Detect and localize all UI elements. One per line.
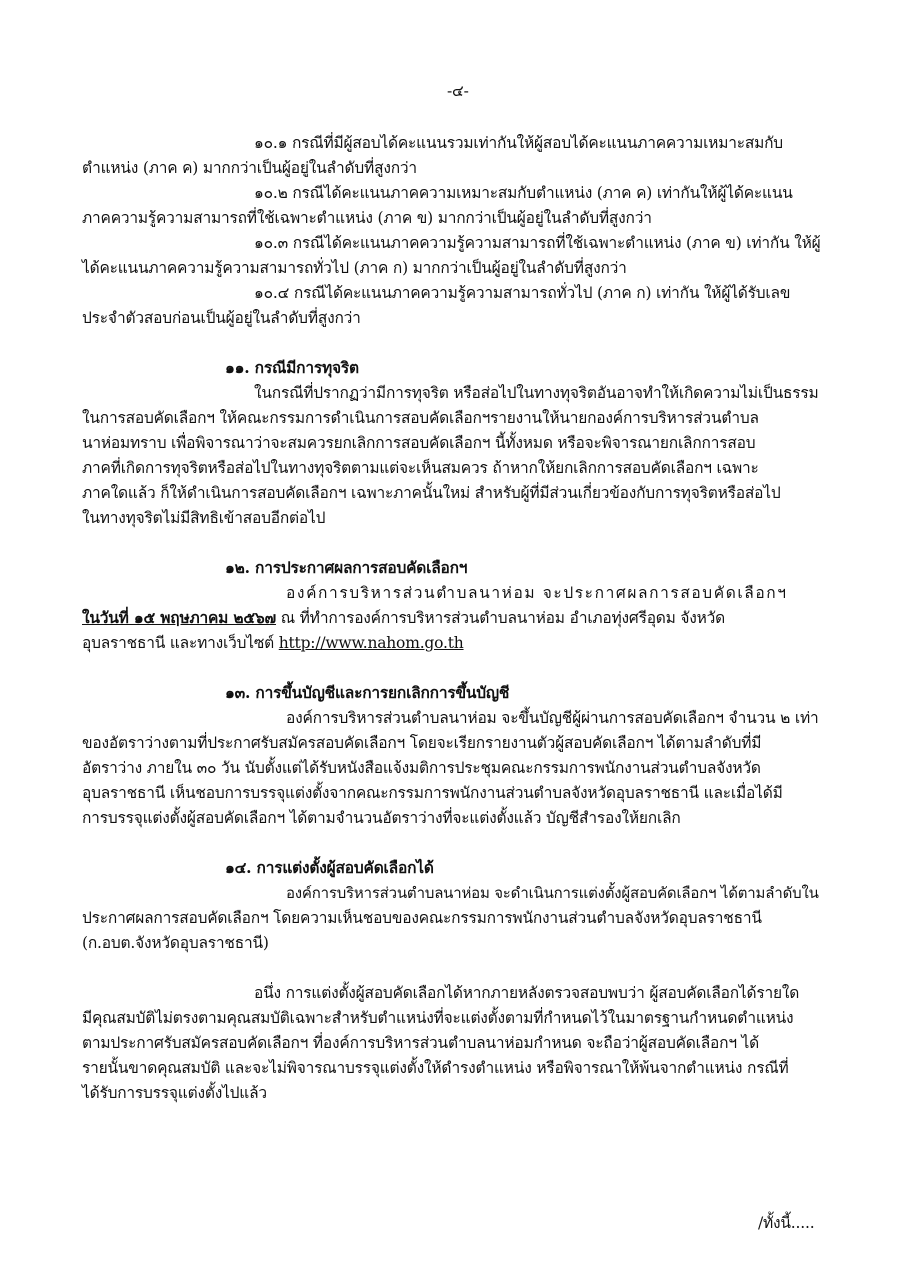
sec12-line-3	[82, 632, 464, 654]
sec11-line-4: ภาคที่เกิดการทุจริตหรือส่อไปในทางทุจริตตามแต่จะเห็นสมควร ถ้าหากให้ยกเลิกการสอบคัดเลือกฯ เฉพาะ	[82, 459, 759, 477]
sec14-p2-line-1: อนึ่ง การแต่งตั้งผู้สอบคัดเลือกได้หากภายหลังตรวจสอบพบว่า ผู้สอบคัดเลือกได้รายใด	[254, 984, 800, 1002]
sec14-line-2: ประกาศผลการสอบคัดเลือกฯ โดยความเห็นชอบของคณะกรรมการพนักงานส่วนตำบลจังหวัดอุบลราชธานี	[82, 909, 762, 927]
sec14-line-3: (ก.อบต.จังหวัดอุบลราชธานี)	[82, 934, 269, 952]
sec14-p2-line-2: มีคุณสมบัติไม่ตรงตามคุณสมบัติเฉพาะสำหรับตำแหน่งที่จะแต่งตั้งตามที่กำหนดไว้ในมาตรฐานกำหนดตำแหน่ง	[82, 1009, 794, 1027]
sec10-line-1: ๑๐.๑ กรณีที่มีผู้สอบได้คะแนนรวมเท่ากันให้ผู้สอบได้คะแนนภาคความเหมาะสมกับ	[254, 134, 783, 152]
sec12-line-1: องค์การบริหารส่วนตำบลนาห่อม จะประกาศผลการสอบคัดเลือกฯ	[286, 584, 788, 602]
sec11-line-2: ในการสอบคัดเลือกฯ ให้คณะกรรมการดำเนินการสอบคัดเลือกฯรายงานให้นายกองค์การบริหารส่วนตำบล	[82, 409, 759, 427]
sec13-line-2: ของอัตราว่างตามที่ประกาศรับสมัครสอบคัดเลือกฯ โดยจะเรียกรายงานตัวผู้สอบคัดเลือกฯ ได้ตามลำดับที่มี	[82, 734, 762, 752]
sec12-line-2	[82, 607, 725, 629]
sec10-line-7: ๑๐.๔ กรณีได้คะแนนภาคความรู้ความสามารถทั่วไป (ภาค ก) เท่ากัน ให้ผู้ได้รับเลข	[254, 284, 791, 302]
sec10-line-8: ประจำตัวสอบก่อนเป็นผู้อยู่ในลำดับที่สูงกว่า	[82, 309, 361, 327]
sec13-line-3: อัตราว่าง ภายใน ๓๐ วัน นับตั้งแต่ได้รับหนังสือแจ้งมติการประชุมคณะกรรมการพนักงานส่วนตำบลจังหวัด	[82, 759, 761, 777]
sec11-line-5: ภาคใดแล้ว ก็ให้ดำเนินการสอบคัดเลือกฯ เฉพาะภาคนั้นใหม่ สำหรับผู้ที่มีส่วนเกี่ยวข้องกับการทุจริตหรือส่อไป	[82, 484, 781, 502]
sec11-line-1: ในกรณีที่ปรากฏว่ามีการทุจริต หรือส่อไปในทางทุจริตอันอาจทำให้เกิดความไม่เป็นธรรม	[254, 384, 819, 402]
sec14-p2-line-3: ตามประกาศรับสมัครสอบคัดเลือกฯ ที่องค์การบริหารส่วนตำบลนาห่อมกำหนด จะถือว่าผู้สอบคัดเลือกฯ ได้	[82, 1034, 760, 1052]
sec13-line-1: องค์การบริหารส่วนตำบลนาห่อม จะขึ้นบัญชีผู้ผ่านการสอบคัดเลือกฯ จำนวน ๒ เท่า	[286, 709, 819, 727]
website-link[interactable]: http://www.nahom.go.th	[278, 634, 464, 652]
website-prefix: อุบลราชธานี และทางเว็บไซต์	[82, 634, 279, 652]
sec14-p2-line-5: ได้รับการบรรจุแต่งตั้งไปแล้ว	[82, 1084, 267, 1102]
sec14-heading: ๑๔. การแต่งตั้งผู้สอบคัดเลือกได้	[225, 858, 434, 877]
sec11-line-3: นาห่อมทราบ เพื่อพิจารณาว่าจะสมควรยกเลิกการสอบคัดเลือกฯ นี้ทั้งหมด หรือจะพิจารณายกเลิกการสอบ	[82, 434, 756, 452]
sec12-heading: ๑๒. การประกาศผลการสอบคัดเลือกฯ	[225, 558, 468, 577]
sec13-heading: ๑๓. การขึ้นบัญชีและการยกเลิกการขึ้นบัญชี	[225, 683, 510, 702]
sec10-line-4: ภาคความรู้ความสามารถที่ใช้เฉพาะตำแหน่ง (ภาค ข) มากกว่าเป็นผู้อยู่ในลำดับที่สูงกว่า	[82, 209, 652, 227]
sec10-line-2: ตำแหน่ง (ภาค ค) มากกว่าเป็นผู้อยู่ในลำดับที่สูงกว่า	[82, 159, 417, 177]
sec10-line-6: ได้คะแนนภาคความรู้ความสามารถทั่วไป (ภาค ก) มากกว่าเป็นผู้อยู่ในลำดับที่สูงกว่า	[82, 259, 627, 277]
sec14-line-1: องค์การบริหารส่วนตำบลนาห่อม จะดำเนินการแต่งตั้งผู้สอบคัดเลือกฯ ได้ตามลำดับใน	[286, 884, 819, 902]
sec10-line-5: ๑๐.๓ กรณีได้คะแนนภาคความรู้ความสามารถที่ใช้เฉพาะตำแหน่ง (ภาค ข) เท่ากัน ให้ผู้	[254, 234, 821, 252]
announcement-location: ณ ที่ทำการองค์การบริหารส่วนตำบลนาห่อม อำเภอทุ่งศรีอุดม จังหวัด	[276, 609, 726, 627]
sec11-line-6: ในทางทุจริตไม่มีสิทธิเข้าสอบอีกต่อไป	[82, 509, 326, 527]
sec11-heading: ๑๑. กรณีมีการทุจริต	[225, 358, 359, 377]
announcement-date: ในวันที่ ๑๕ พฤษภาคม ๒๕๖๗	[82, 608, 277, 627]
continuation-marker: /ทั้งนี้.....	[758, 1214, 815, 1232]
page-number: -๔-	[447, 82, 469, 100]
sec13-line-5: การบรรจุแต่งตั้งผู้สอบคัดเลือกฯ ได้ตามจำนวนอัตราว่างที่จะแต่งตั้งแล้ว บัญชีสำรองให้ยกเลิก	[82, 809, 681, 827]
sec10-line-3: ๑๐.๒ กรณีได้คะแนนภาคความเหมาะสมกับตำแหน่ง (ภาค ค) เท่ากันให้ผู้ได้คะแนน	[254, 184, 793, 202]
sec14-p2-line-4: รายนั้นขาดคุณสมบัติ และจะไม่พิจารณาบรรจุแต่งตั้งให้ดำรงตำแหน่ง หรือพิจารณาให้พ้นจากตำแหน่ง กรณีที่	[82, 1059, 789, 1077]
sec13-line-4: อุบลราชธานี เห็นชอบการบรรจุแต่งตั้งจากคณะกรรมการพนักงานส่วนตำบลจังหวัดอุบลราชธานี และเมื่อได้มี	[82, 784, 783, 802]
